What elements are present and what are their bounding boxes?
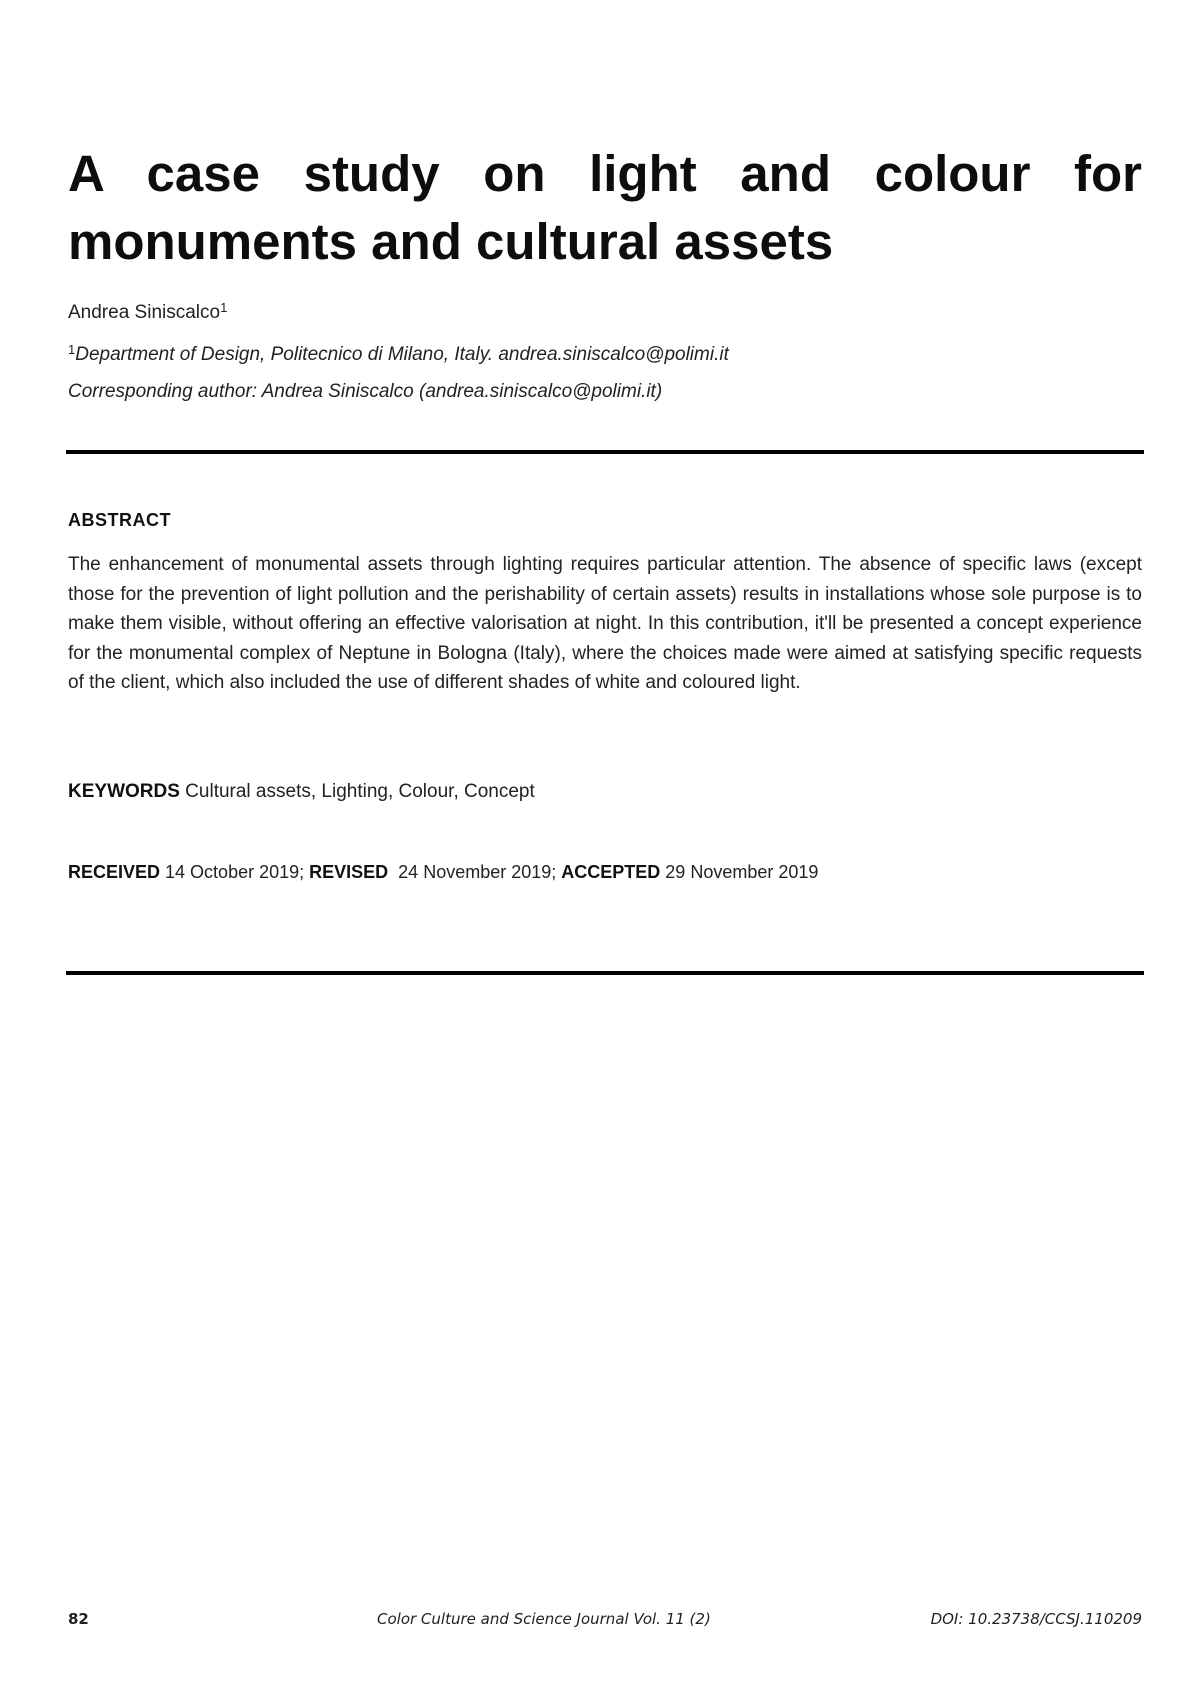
revised-label: REVISED	[309, 862, 389, 882]
author-line	[68, 296, 227, 325]
received-label: RECEIVED	[68, 862, 161, 882]
page-footer	[68, 1610, 1142, 1634]
page-number: 82	[68, 1610, 89, 1628]
author-marker: 1	[220, 300, 228, 315]
bottom-divider	[66, 971, 1144, 975]
dates-line	[68, 862, 818, 883]
paper-title: A case study on light and colour for monuments and cultural assets	[68, 145, 1142, 270]
affiliation-text: Department of Design, Politecnico di Milano, Italy. andrea.siniscalco@polimi.it	[75, 344, 729, 365]
accepted-date: 29 November 2019	[660, 862, 819, 882]
doi: DOI: 10.23738/CCSJ.110209	[930, 1610, 1142, 1628]
abstract-heading: ABSTRACT	[68, 510, 171, 530]
revised-date: 24 November 2019;	[388, 862, 562, 882]
journal-name: Color Culture and Science Journal Vol. 11 (2)	[377, 1610, 711, 1628]
affiliation-line	[68, 338, 729, 367]
keywords-label: KEYWORDS	[68, 781, 180, 802]
author-name: Andrea Siniscalco	[68, 302, 221, 323]
keywords-text: Cultural assets, Lighting, Colour, Concept	[179, 781, 535, 802]
keywords-line	[68, 781, 535, 803]
corresponding-author: Corresponding author: Andrea Siniscalco (andrea.siniscalco@polimi.it)	[68, 381, 663, 402]
affiliation-marker: 1	[68, 342, 76, 357]
received-date: 14 October 2019;	[160, 862, 310, 882]
abstract-text: The enhancement of monumental assets through lighting requires particular attention. The absence of specific laws (except those for the prevention of light pollution and the perishability of certain assets) results in installations whose sole purpose is to make them visible, without offering an effective valorisation at night. In this contribution, it'll be presented a concept experience for the monumental complex of Neptune in Bologna (Italy), where the choices made were aimed at satisfying specific requests of the client, which also included the use of different shades of white and coloured light.	[68, 554, 1142, 693]
top-divider	[66, 450, 1144, 454]
accepted-label: ACCEPTED	[561, 862, 661, 882]
